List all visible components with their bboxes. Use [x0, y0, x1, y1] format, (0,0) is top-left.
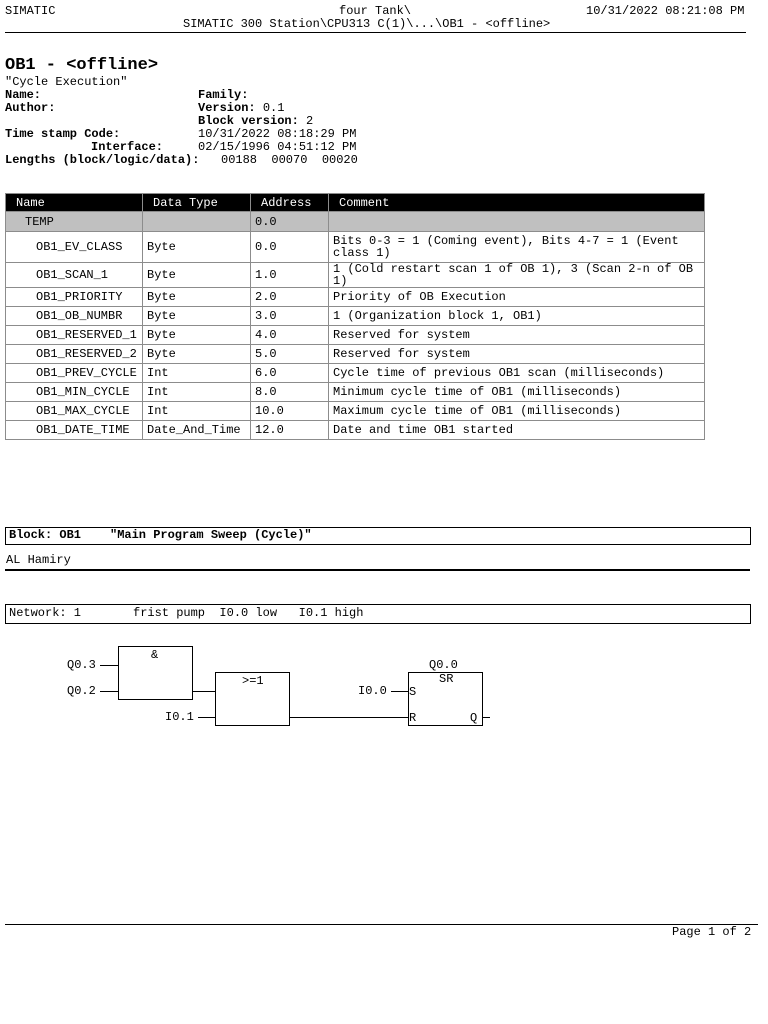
col-header-name: Name	[6, 194, 143, 212]
cell-type: Int	[143, 364, 251, 383]
cell-name: OB1_DATE_TIME	[6, 421, 143, 440]
cell-name: OB1_RESERVED_1	[6, 326, 143, 345]
cell-comment: Date and time OB1 started	[329, 421, 705, 440]
variable-table	[5, 193, 705, 440]
cell-name: OB1_PREV_CYCLE	[6, 364, 143, 383]
cell-name: OB1_EV_CLASS	[6, 232, 143, 263]
wire-i00	[391, 691, 408, 692]
cell-comment: Reserved for system	[329, 345, 705, 364]
cell-type	[143, 212, 251, 232]
wire-and-to-or	[192, 691, 215, 692]
wire-sr-output	[482, 717, 490, 718]
cell-name: OB1_MAX_CYCLE	[6, 402, 143, 421]
cell-name: TEMP	[6, 212, 143, 232]
cell-type: Byte	[143, 232, 251, 263]
input-q03: Q0.3	[67, 658, 96, 672]
header-divider	[5, 32, 746, 33]
cell-address: 10.0	[251, 402, 329, 421]
lengths-label: Lengths (block/logic/data):	[5, 153, 200, 167]
input-i00: I0.0	[358, 684, 387, 698]
table-row	[6, 307, 705, 326]
header-path: SIMATIC 300 Station\CPU313 C(1)\...\OB1 - <offline>	[183, 17, 551, 31]
or-gate	[215, 672, 290, 726]
cell-comment: 1 (Organization block 1, OB1)	[329, 307, 705, 326]
network-title: frist pump I0.0 low I0.1 high	[133, 606, 364, 620]
block-version-label: Block version:	[198, 114, 299, 128]
table-row	[6, 402, 705, 421]
footer-divider	[5, 924, 758, 925]
table-row	[6, 421, 705, 440]
and-gate	[118, 646, 193, 700]
cell-address: 6.0	[251, 364, 329, 383]
sr-q-pin: Q	[470, 711, 478, 725]
table-row	[6, 288, 705, 307]
network-label: Network: 1	[9, 606, 82, 620]
cell-name: OB1_SCAN_1	[6, 263, 143, 288]
or-gate-label: >=1	[242, 674, 264, 688]
timestamp-label: Time stamp Code:	[5, 127, 121, 141]
cell-type: Byte	[143, 345, 251, 364]
author-label: Author:	[5, 101, 56, 115]
cell-address: 0.0	[251, 212, 329, 232]
block-subtitle: "Cycle Execution"	[5, 75, 128, 89]
and-gate-label: &	[151, 648, 159, 662]
cell-name: OB1_MIN_CYCLE	[6, 383, 143, 402]
cell-type: Int	[143, 402, 251, 421]
version-label: Version:	[198, 101, 256, 115]
wire-q02	[100, 691, 118, 692]
cell-comment: Reserved for system	[329, 326, 705, 345]
table-row	[6, 263, 705, 288]
sr-reset-pin: R	[409, 711, 417, 725]
cell-comment	[329, 212, 705, 232]
table-row	[6, 364, 705, 383]
header-app-name: SIMATIC	[5, 4, 56, 18]
block-header-box	[5, 527, 751, 545]
cell-comment: Maximum cycle time of OB1 (milliseconds)	[329, 402, 705, 421]
cell-name: OB1_PRIORITY	[6, 288, 143, 307]
cell-comment: 1 (Cold restart scan 1 of OB 1), 3 (Scan 2-n of OB 1)	[329, 263, 705, 288]
block-version-value: 2	[306, 114, 314, 128]
sr-flipflop	[408, 672, 483, 726]
cell-address: 2.0	[251, 288, 329, 307]
name-label: Name:	[5, 88, 42, 102]
cell-address: 3.0	[251, 307, 329, 326]
wire-or-to-sr	[289, 717, 408, 718]
block-author-note: AL Hamiry	[6, 553, 71, 567]
sr-label: SR	[439, 672, 454, 686]
cell-type: Byte	[143, 263, 251, 288]
wire-i01	[198, 717, 215, 718]
cell-name: OB1_RESERVED_2	[6, 345, 143, 364]
cell-address: 12.0	[251, 421, 329, 440]
header-datetime: 10/31/2022 08:21:08 PM	[586, 4, 745, 18]
sr-output-address: Q0.0	[429, 658, 458, 672]
cell-address: 1.0	[251, 263, 329, 288]
cell-name: OB1_OB_NUMBR	[6, 307, 143, 326]
page-title: OB1 - <offline>	[5, 56, 159, 75]
header-project-name: four Tank\	[339, 4, 412, 18]
table-row	[6, 326, 705, 345]
cell-comment: Cycle time of previous OB1 scan (milliseconds)	[329, 364, 705, 383]
table-row	[6, 232, 705, 263]
lengths-value: 00188 00070 00020	[221, 153, 358, 167]
col-header-address: Address	[251, 194, 329, 212]
table-row	[6, 383, 705, 402]
cell-address: 0.0	[251, 232, 329, 263]
version-value: 0.1	[262, 101, 285, 115]
cell-comment: Bits 0-3 = 1 (Coming event), Bits 4-7 = 1 (Event class 1)	[329, 232, 705, 263]
cell-comment: Priority of OB Execution	[329, 288, 705, 307]
interface-label: Interface:	[91, 140, 164, 154]
cell-type: Date_And_Time	[143, 421, 251, 440]
input-i01: I0.1	[165, 710, 194, 724]
interface-value: 02/15/1996 04:51:12 PM	[198, 140, 357, 154]
cell-comment: Minimum cycle time of OB1 (milliseconds)	[329, 383, 705, 402]
sr-set-pin: S	[409, 685, 417, 699]
cell-type: Byte	[143, 288, 251, 307]
input-q02: Q0.2	[67, 684, 96, 698]
block-divider	[5, 569, 750, 571]
cell-type: Int	[143, 383, 251, 402]
block-label: Block: OB1	[9, 528, 82, 542]
network-header-box	[5, 604, 751, 624]
table-header-row	[6, 194, 705, 212]
cell-address: 4.0	[251, 326, 329, 345]
cell-address: 8.0	[251, 383, 329, 402]
table-row	[6, 212, 705, 232]
cell-type: Byte	[143, 326, 251, 345]
cell-address: 5.0	[251, 345, 329, 364]
col-header-comment: Comment	[329, 194, 705, 212]
wire-q03	[100, 665, 118, 666]
cell-type: Byte	[143, 307, 251, 326]
col-header-data-type: Data Type	[143, 194, 251, 212]
block-title: "Main Program Sweep (Cycle)"	[110, 528, 312, 542]
page-number: Page 1 of 2	[672, 925, 752, 939]
table-row	[6, 345, 705, 364]
timestamp-code: 10/31/2022 08:18:29 PM	[198, 127, 357, 141]
family-label: Family:	[198, 88, 249, 102]
